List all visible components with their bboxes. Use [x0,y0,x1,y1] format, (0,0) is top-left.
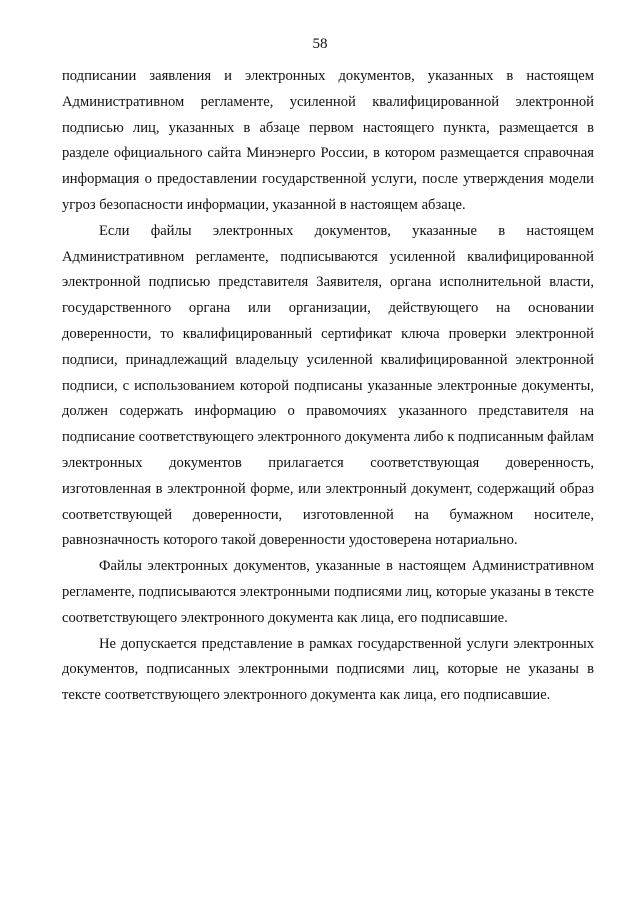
paragraph-not-allowed: Не допускается представление в рамках государственной услуги электронных документов, подписанных электронными подписями лиц, которые не указаны в тексте соответствующего электронного документа как лица, его подписавшие. [62,635,594,704]
document-body [62,64,594,709]
paragraph-representative-signature: Если файлы электронных документов, указанные в настоящем Административном регламенте, подписываются усиленной квалифицированной электронной подписью представителя Заявителя, органа исполнительной власти, государственного органа или организации, действующего на основании доверенности, то квалифицированный сертификат ключа проверки электронной подписи, принадлежащий владельцу усиленной квалифицированной электронной подписи, с использованием которой подписаны указанные электронные документы, должен содержать информацию о правомочиях указанного представителя на подписание соответствующего электронного документа либо к подписанным файлам электронных документов прилагается соответствующая доверенность, изготовленная в электронной форме, или электронный документ, содержащий образ соответствующей доверенности, изготовленной на бумажном носителе, равнозначность которого такой доверенности удостоверена нотариально. [62,222,594,549]
page-number: 58 [312,36,328,52]
paragraph-continuation: подписании заявления и электронных документов, указанных в настоящем Административном регламенте, усиленной квалифицированной электронной подписью лиц, указанных в абзаце первом настоящего пункта, размещается в разделе официального сайта Минэнерго России, в котором размещается справочная информация о предоставлении государственной услуги, после утверждения модели угроз безопасности информации, указанной в настоящем абзаце. [62,68,594,213]
paragraph-signers-indicated: Файлы электронных документов, указанные в настоящем Административном регламенте, подписываются электронными подписями лиц, которые указаны в тексте соответствующего электронного документа как лица, его подписавшие. [62,558,594,626]
